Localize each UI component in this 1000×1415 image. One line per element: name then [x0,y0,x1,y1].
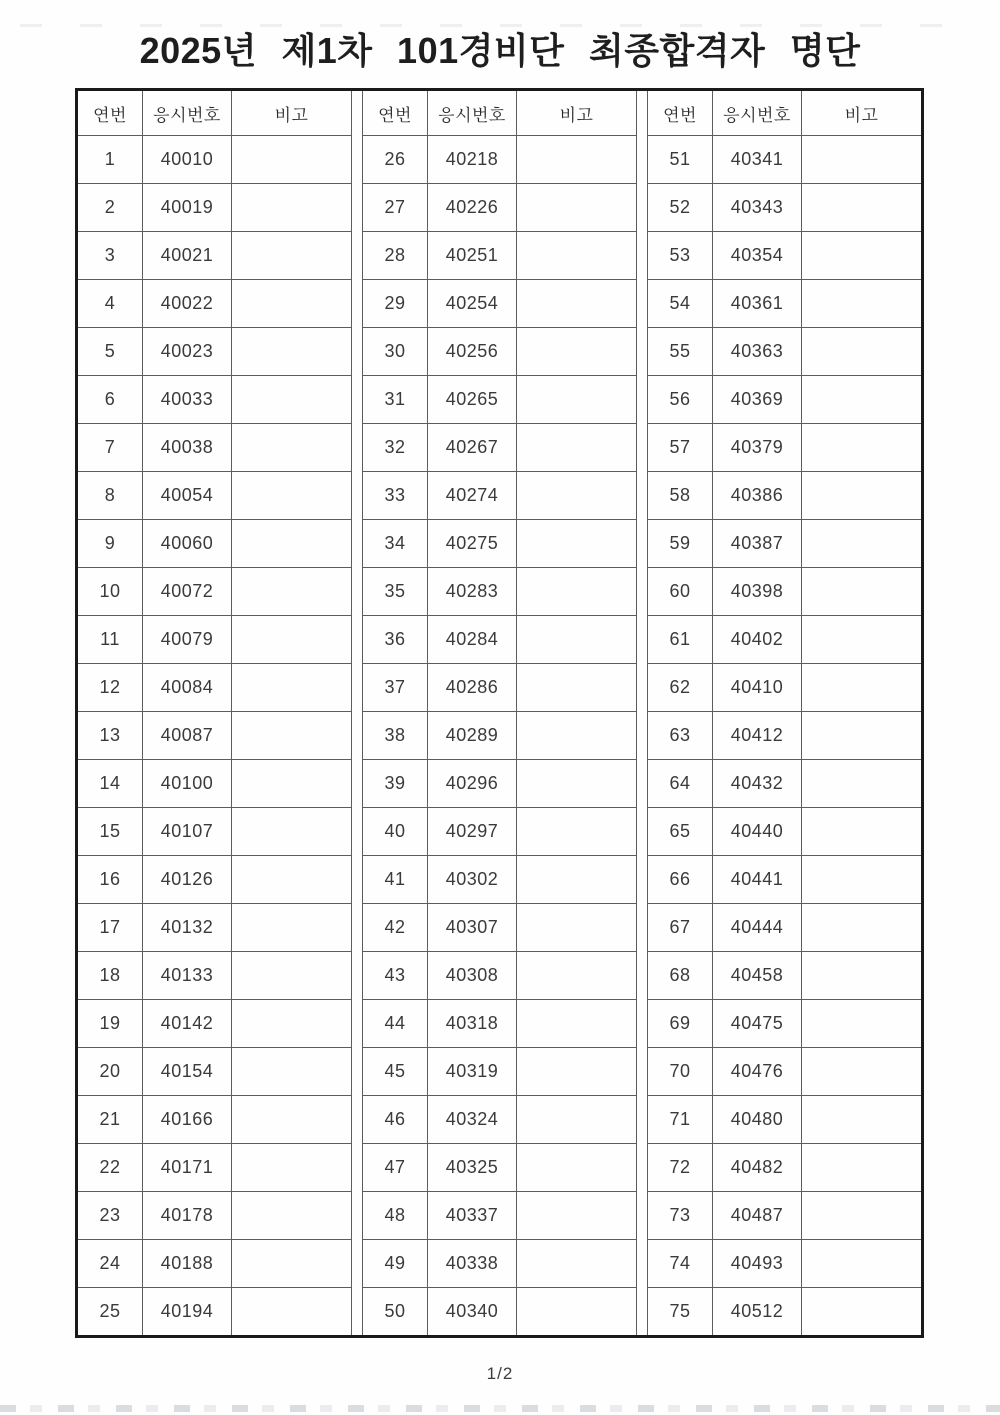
remark-cell [802,904,923,952]
applicant-no-cell: 40033 [143,376,232,424]
remark-cell [517,472,637,520]
remark-cell [802,376,923,424]
seq-cell: 60 [648,568,713,616]
applicant-no-cell: 40267 [428,424,517,472]
seq-cell: 33 [363,472,428,520]
applicant-no-cell: 40256 [428,328,517,376]
seq-cell: 46 [363,1096,428,1144]
seq-cell: 35 [363,568,428,616]
applicant-no-cell: 40022 [143,280,232,328]
remark-cell [802,712,923,760]
seq-cell: 48 [363,1192,428,1240]
applicant-no-cell: 40100 [143,760,232,808]
seq-cell: 66 [648,856,713,904]
seq-cell: 40 [363,808,428,856]
seq-cell: 37 [363,664,428,712]
seq-cell: 43 [363,952,428,1000]
remark-cell [517,280,637,328]
applicant-no-cell: 40361 [713,280,802,328]
seq-cell: 41 [363,856,428,904]
seq-cell: 15 [77,808,143,856]
remark-cell [517,760,637,808]
remark-cell [802,424,923,472]
remark-cell [232,1288,352,1337]
seq-cell: 1 [77,136,143,184]
remark-cell [802,1240,923,1288]
remark-cell [232,616,352,664]
remark-cell [232,472,352,520]
scan-noise-artifact-bottom [0,1405,1000,1412]
remark-cell [232,856,352,904]
seq-cell: 68 [648,952,713,1000]
remark-cell [517,424,637,472]
table-row [77,1048,923,1096]
table-row [77,1000,923,1048]
seq-cell: 29 [363,280,428,328]
remark-cell [802,328,923,376]
table-row [77,1096,923,1144]
seq-cell: 39 [363,760,428,808]
table-row [77,568,923,616]
remark-cell [517,376,637,424]
remark-cell [232,904,352,952]
remark-cell [802,664,923,712]
applicant-no-cell: 40178 [143,1192,232,1240]
applicant-no-cell: 40275 [428,520,517,568]
table-row [77,424,923,472]
column-header-applicant-no: 응시번호 [143,90,232,136]
seq-cell: 13 [77,712,143,760]
remark-cell [802,280,923,328]
remark-cell [517,520,637,568]
group-divider [637,90,648,1337]
applicant-no-cell: 40512 [713,1288,802,1337]
remark-cell [232,1048,352,1096]
seq-cell: 73 [648,1192,713,1240]
table-row [77,952,923,1000]
seq-cell: 54 [648,280,713,328]
seq-cell: 16 [77,856,143,904]
seq-cell: 45 [363,1048,428,1096]
seq-cell: 17 [77,904,143,952]
seq-cell: 28 [363,232,428,280]
seq-cell: 2 [77,184,143,232]
applicant-no-cell: 40072 [143,568,232,616]
remark-cell [802,1096,923,1144]
remark-cell [232,424,352,472]
column-header-remark: 비고 [517,90,637,136]
scan-noise-artifact-top [20,24,980,27]
table-row [77,328,923,376]
applicant-no-cell: 40476 [713,1048,802,1096]
applicant-no-cell: 40297 [428,808,517,856]
seq-cell: 50 [363,1288,428,1337]
seq-cell: 30 [363,328,428,376]
group-divider [352,90,363,1337]
seq-cell: 61 [648,616,713,664]
applicant-no-cell: 40126 [143,856,232,904]
seq-cell: 22 [77,1144,143,1192]
applicant-no-cell: 40171 [143,1144,232,1192]
table-row [77,280,923,328]
applicant-no-cell: 40441 [713,856,802,904]
applicant-no-cell: 40079 [143,616,232,664]
seq-cell: 4 [77,280,143,328]
seq-cell: 23 [77,1192,143,1240]
remark-cell [517,1000,637,1048]
applicant-no-cell: 40341 [713,136,802,184]
remark-cell [232,232,352,280]
applicant-no-cell: 40444 [713,904,802,952]
applicant-no-cell: 40338 [428,1240,517,1288]
remark-cell [802,136,923,184]
applicant-no-cell: 40302 [428,856,517,904]
applicant-no-cell: 40265 [428,376,517,424]
seq-cell: 26 [363,136,428,184]
applicant-no-cell: 40482 [713,1144,802,1192]
remark-cell [517,568,637,616]
results-table [75,88,924,1338]
applicant-no-cell: 40354 [713,232,802,280]
applicant-no-cell: 40487 [713,1192,802,1240]
applicant-no-cell: 40363 [713,328,802,376]
seq-cell: 53 [648,232,713,280]
applicant-no-cell: 40296 [428,760,517,808]
remark-cell [517,1240,637,1288]
column-header-remark: 비고 [802,90,923,136]
seq-cell: 47 [363,1144,428,1192]
remark-cell [232,808,352,856]
remark-cell [802,568,923,616]
seq-cell: 67 [648,904,713,952]
applicant-no-cell: 40010 [143,136,232,184]
results-table-container [75,88,924,1338]
remark-cell [517,1144,637,1192]
remark-cell [802,856,923,904]
page-title: 2025년 제1차 101경비단 최종합격자 명단 [139,30,861,71]
seq-cell: 55 [648,328,713,376]
table-row [77,904,923,952]
seq-cell: 31 [363,376,428,424]
remark-cell [802,184,923,232]
seq-cell: 51 [648,136,713,184]
applicant-no-cell: 40023 [143,328,232,376]
applicant-no-cell: 40480 [713,1096,802,1144]
seq-cell: 24 [77,1240,143,1288]
seq-cell: 20 [77,1048,143,1096]
remark-cell [517,232,637,280]
remark-cell [517,1288,637,1337]
seq-cell: 64 [648,760,713,808]
applicant-no-cell: 40340 [428,1288,517,1337]
applicant-no-cell: 40283 [428,568,517,616]
table-row [77,1192,923,1240]
applicant-no-cell: 40308 [428,952,517,1000]
remark-cell [232,136,352,184]
applicant-no-cell: 40107 [143,808,232,856]
remark-cell [802,1048,923,1096]
applicant-no-cell: 40254 [428,280,517,328]
remark-cell [517,1096,637,1144]
remark-cell [802,808,923,856]
applicant-no-cell: 40284 [428,616,517,664]
seq-cell: 9 [77,520,143,568]
seq-cell: 62 [648,664,713,712]
column-header-applicant-no: 응시번호 [428,90,517,136]
seq-cell: 71 [648,1096,713,1144]
seq-cell: 49 [363,1240,428,1288]
applicant-no-cell: 40286 [428,664,517,712]
seq-cell: 42 [363,904,428,952]
seq-cell: 7 [77,424,143,472]
remark-cell [232,952,352,1000]
remark-cell [232,1240,352,1288]
remark-cell [802,616,923,664]
applicant-no-cell: 40440 [713,808,802,856]
applicant-no-cell: 40154 [143,1048,232,1096]
applicant-no-cell: 40289 [428,712,517,760]
table-row [77,712,923,760]
remark-cell [232,184,352,232]
column-header-seq: 연번 [363,90,428,136]
table-row [77,664,923,712]
seq-cell: 32 [363,424,428,472]
column-header-applicant-no: 응시번호 [713,90,802,136]
seq-cell: 6 [77,376,143,424]
applicant-no-cell: 40475 [713,1000,802,1048]
remark-cell [802,1192,923,1240]
applicant-no-cell: 40410 [713,664,802,712]
applicant-no-cell: 40132 [143,904,232,952]
applicant-no-cell: 40412 [713,712,802,760]
seq-cell: 11 [77,616,143,664]
applicant-no-cell: 40325 [428,1144,517,1192]
applicant-no-cell: 40087 [143,712,232,760]
remark-cell [232,1096,352,1144]
seq-cell: 72 [648,1144,713,1192]
remark-cell [517,136,637,184]
applicant-no-cell: 40343 [713,184,802,232]
seq-cell: 14 [77,760,143,808]
seq-cell: 5 [77,328,143,376]
remark-cell [232,328,352,376]
seq-cell: 25 [77,1288,143,1337]
seq-cell: 59 [648,520,713,568]
seq-cell: 21 [77,1096,143,1144]
remark-cell [802,952,923,1000]
remark-cell [232,280,352,328]
remark-cell [802,520,923,568]
table-row [77,1144,923,1192]
seq-cell: 69 [648,1000,713,1048]
applicant-no-cell: 40398 [713,568,802,616]
remark-cell [232,1192,352,1240]
applicant-no-cell: 40337 [428,1192,517,1240]
page-number: 1/2 [486,1364,514,1383]
seq-cell: 12 [77,664,143,712]
seq-cell: 70 [648,1048,713,1096]
applicant-no-cell: 40402 [713,616,802,664]
remark-cell [517,1192,637,1240]
applicant-no-cell: 40142 [143,1000,232,1048]
remark-cell [232,1000,352,1048]
remark-cell [517,712,637,760]
seq-cell: 44 [363,1000,428,1048]
remark-cell [802,760,923,808]
applicant-no-cell: 40188 [143,1240,232,1288]
seq-cell: 56 [648,376,713,424]
column-header-seq: 연번 [648,90,713,136]
applicant-no-cell: 40324 [428,1096,517,1144]
seq-cell: 65 [648,808,713,856]
applicant-no-cell: 40166 [143,1096,232,1144]
table-row [77,520,923,568]
applicant-no-cell: 40458 [713,952,802,1000]
seq-cell: 18 [77,952,143,1000]
remark-cell [517,808,637,856]
applicant-no-cell: 40218 [428,136,517,184]
seq-cell: 19 [77,1000,143,1048]
remark-cell [232,664,352,712]
seq-cell: 34 [363,520,428,568]
remark-cell [517,1048,637,1096]
applicant-no-cell: 40493 [713,1240,802,1288]
table-row [77,808,923,856]
remark-cell [802,232,923,280]
remark-cell [232,1144,352,1192]
remark-cell [517,904,637,952]
applicant-no-cell: 40387 [713,520,802,568]
remark-cell [232,760,352,808]
remark-cell [517,856,637,904]
remark-cell [232,712,352,760]
remark-cell [232,520,352,568]
remark-cell [802,472,923,520]
remark-cell [517,184,637,232]
seq-cell: 74 [648,1240,713,1288]
applicant-no-cell: 40054 [143,472,232,520]
seq-cell: 75 [648,1288,713,1337]
seq-cell: 3 [77,232,143,280]
applicant-no-cell: 40432 [713,760,802,808]
remark-cell [802,1288,923,1337]
applicant-no-cell: 40133 [143,952,232,1000]
applicant-no-cell: 40307 [428,904,517,952]
table-row [77,232,923,280]
seq-cell: 63 [648,712,713,760]
table-row [77,184,923,232]
table-row [77,1288,923,1337]
applicant-no-cell: 40194 [143,1288,232,1337]
remark-cell [517,952,637,1000]
applicant-no-cell: 40274 [428,472,517,520]
remark-cell [232,376,352,424]
remark-cell [517,616,637,664]
table-row [77,616,923,664]
applicant-no-cell: 40386 [713,472,802,520]
applicant-no-cell: 40226 [428,184,517,232]
applicant-no-cell: 40019 [143,184,232,232]
remark-cell [802,1000,923,1048]
applicant-no-cell: 40379 [713,424,802,472]
column-header-remark: 비고 [232,90,352,136]
remark-cell [517,328,637,376]
applicant-no-cell: 40038 [143,424,232,472]
applicant-no-cell: 40060 [143,520,232,568]
table-header-row [77,90,923,136]
column-header-seq: 연번 [77,90,143,136]
table-row [77,472,923,520]
table-row [77,376,923,424]
applicant-no-cell: 40251 [428,232,517,280]
table-row [77,136,923,184]
remark-cell [232,568,352,616]
remark-cell [802,1144,923,1192]
applicant-no-cell: 40084 [143,664,232,712]
table-row [77,856,923,904]
seq-cell: 10 [77,568,143,616]
seq-cell: 36 [363,616,428,664]
applicant-no-cell: 40369 [713,376,802,424]
seq-cell: 27 [363,184,428,232]
table-row [77,760,923,808]
remark-cell [517,664,637,712]
seq-cell: 38 [363,712,428,760]
applicant-no-cell: 40021 [143,232,232,280]
seq-cell: 52 [648,184,713,232]
applicant-no-cell: 40318 [428,1000,517,1048]
seq-cell: 8 [77,472,143,520]
applicant-no-cell: 40319 [428,1048,517,1096]
seq-cell: 58 [648,472,713,520]
seq-cell: 57 [648,424,713,472]
table-row [77,1240,923,1288]
